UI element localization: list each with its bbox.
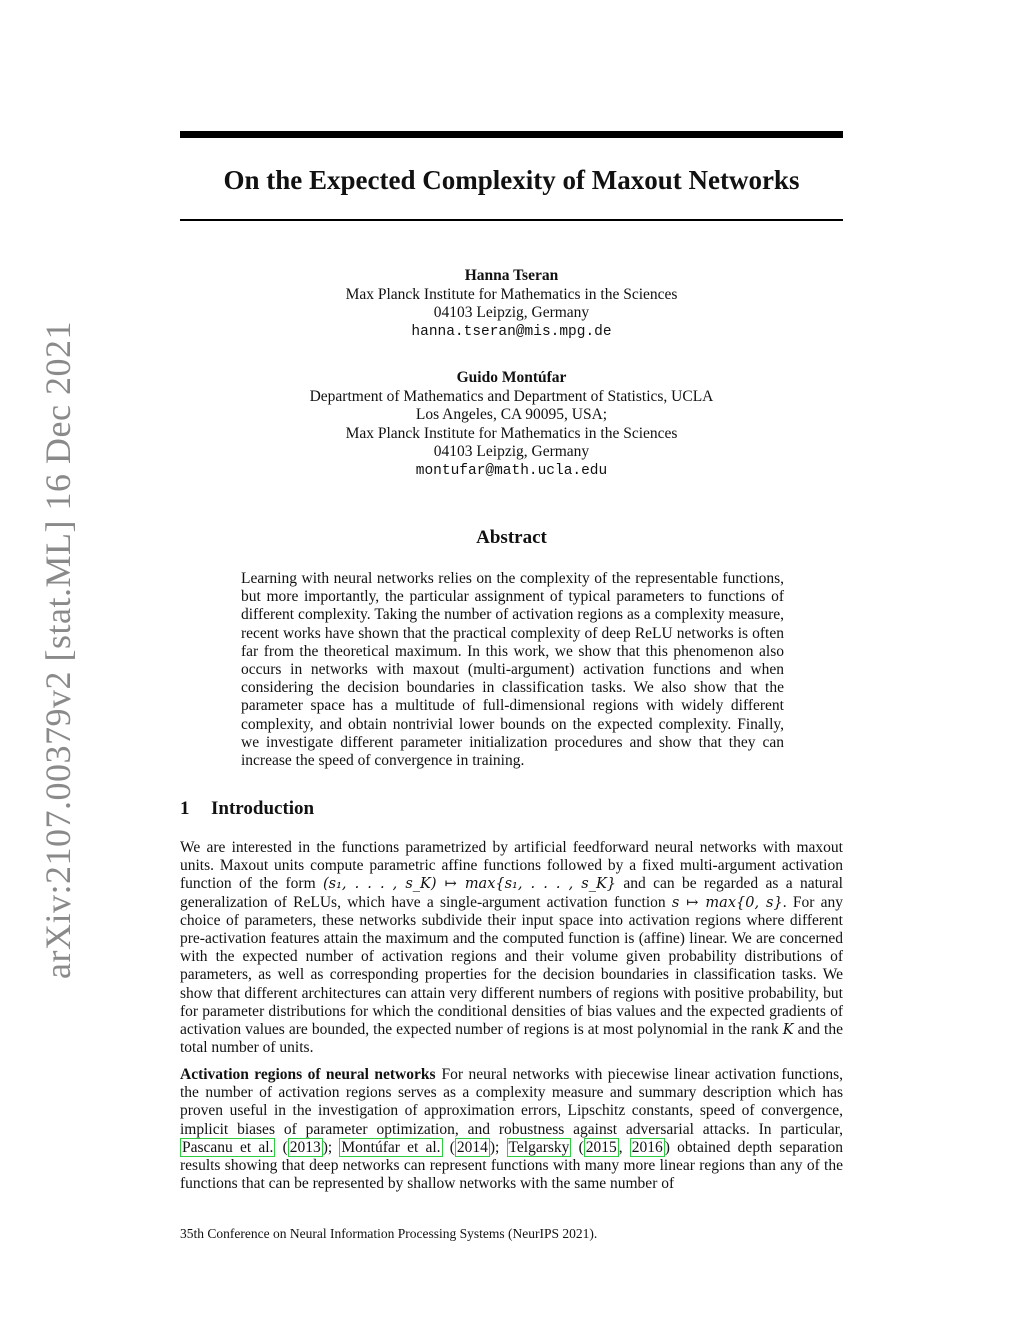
title-top-rule	[180, 131, 843, 138]
intro-text: obtained depth separation results showing that deep networks can represent functions with many more linear regions than any of the functions that can be represented by shallow networks with the same number of	[180, 1138, 843, 1193]
author-affiliation: Department of Mathematics and Department of Statistics, UCLA	[309, 387, 714, 405]
citation-link-montufar[interactable]: Montúfar et al.	[341, 1138, 441, 1156]
title-bottom-rule	[180, 219, 843, 221]
citation-year-link[interactable]: 2016	[631, 1138, 663, 1156]
author-email: montufar@math.ucla.edu	[415, 462, 608, 479]
section-heading	[180, 797, 843, 821]
author-name: Hanna Tseran	[464, 267, 559, 284]
abstract-heading: Abstract	[476, 527, 547, 548]
intro-text: and the total number of units.	[180, 1021, 843, 1057]
intro-paragraph-2: Activation regions of neural networks For neural networks with piecewise linear activation functions, the number of activation regions serves as a complexity measure and summary description which has proven useful in the investigation of approximation errors, Lipschitz constants, speed of convergence, implicit biases of parameter optimization, and robustness against adversarial attacks. In particular, Pascanu et al. ( 2013 ); Montúfar et al. ( 2014 ); Telgarsky ( 2015 , 2016 ) obtained depth separation results showing that deep networks can represent functions with many more linear regions than any of the functions that can be represented by shallow networks with the same number of	[180, 1066, 843, 1193]
citation-year-link[interactable]: 2014	[456, 1138, 488, 1156]
arxiv-identifier-stamp: arXiv:2107.00379v2 [stat.ML] 16 Dec 2021	[38, 321, 78, 979]
citation-link-pascanu[interactable]: Pascanu et al.	[182, 1138, 274, 1156]
section-title: Introduction	[211, 798, 315, 819]
author-email: hanna.tseran@mis.mpg.de	[411, 323, 612, 340]
author-affiliation: Max Planck Institute for Mathematics in the Sciences	[345, 424, 678, 442]
citation-year-link[interactable]: 2015	[585, 1138, 617, 1156]
section-number: 1	[180, 798, 190, 819]
conference-footnote: 35th Conference on Neural Information Processing Systems (NeurIPS 2021).	[180, 1226, 598, 1241]
author-affiliation: 04103 Leipzig, Germany	[433, 304, 590, 321]
citation-year-link[interactable]: 2013	[289, 1138, 321, 1156]
paragraph-run-in-heading: Activation regions of neural networks	[180, 1066, 436, 1083]
abstract-text: Learning with neural networks relies on the complexity of the representable functions, but more importantly, the particular assignment of typical parameters to functions of different complexity. Taking the number of activation regions as a complexity measure, recent works have shown that the practical complexity of deep ReLU networks is often far from the theoretical maximum. In this work, we show that this phenomenon also occurs in networks with maxout (multi-argument) activation functions and when considering the decision boundaries in classification tasks. We also show that the parameter space has a multitude of full-dimensional regions with widely different complexity, and obtain nontrivial lower bounds on the expected complexity. Finally, we investigate different parameter initialization procedures and show that they can increase the speed of convergence in training.	[241, 570, 784, 770]
citation-link-telgarsky[interactable]: Telgarsky	[508, 1138, 570, 1156]
intro-text: For neural networks with piecewise linear activation functions, the number of activation regions serves as a complexity measure and summary description which has proven useful in the investigation of approximation errors, Lipschitz constants, speed of convergence, implicit biases of parameter optimization, and robustness against adversarial attacks. In particular,	[180, 1066, 843, 1138]
author-affiliation: 04103 Leipzig, Germany	[433, 443, 590, 460]
author-block-2	[180, 369, 843, 480]
author-affiliation: Max Planck Institute for Mathematics in the Sciences	[345, 285, 678, 303]
intro-text: We are interested in the functions parametrized by artificial feedforward neural networks with maxout units. Maxout units compute parametric affine functions followed by a fixed multi-argument activation function of the form	[180, 839, 843, 893]
author-name: Guido Montúfar	[456, 369, 567, 386]
intro-text: and can be regarded as a natural generalization of ReLUs, which have a single-argument activation function	[180, 875, 843, 911]
math-rank-symbol: K	[782, 1022, 794, 1039]
math-relu-function: s ↦ max{0, s}	[671, 894, 783, 911]
author-affiliation: Los Angeles, CA 90095, USA;	[415, 406, 608, 423]
math-maxout-function: (s₁, . . . , s_K) ↦ max{s₁, . . . , s_K}	[323, 876, 617, 893]
intro-text: . For any choice of parameters, these networks subdivide their input space into activation regions where different pre-activation features attain the maximum and the computed function is (affine) linear. We are concerned with the expected number of activation regions and their volume given probability distributions of parameters, as well as corresponding properties for the decision boundaries in classification tasks. We show that different architectures can attain very different numbers of regions with positive probability, but for parameter distributions for which the conditional densities of bias values and the expected gradients of activation values are bounded, the expected number of regions is at most polynomial in the rank	[180, 893, 843, 1039]
author-block-1	[180, 267, 843, 341]
intro-paragraph-1	[180, 839, 843, 1057]
paper-title: On the Expected Complexity of Maxout Networks	[223, 165, 800, 195]
